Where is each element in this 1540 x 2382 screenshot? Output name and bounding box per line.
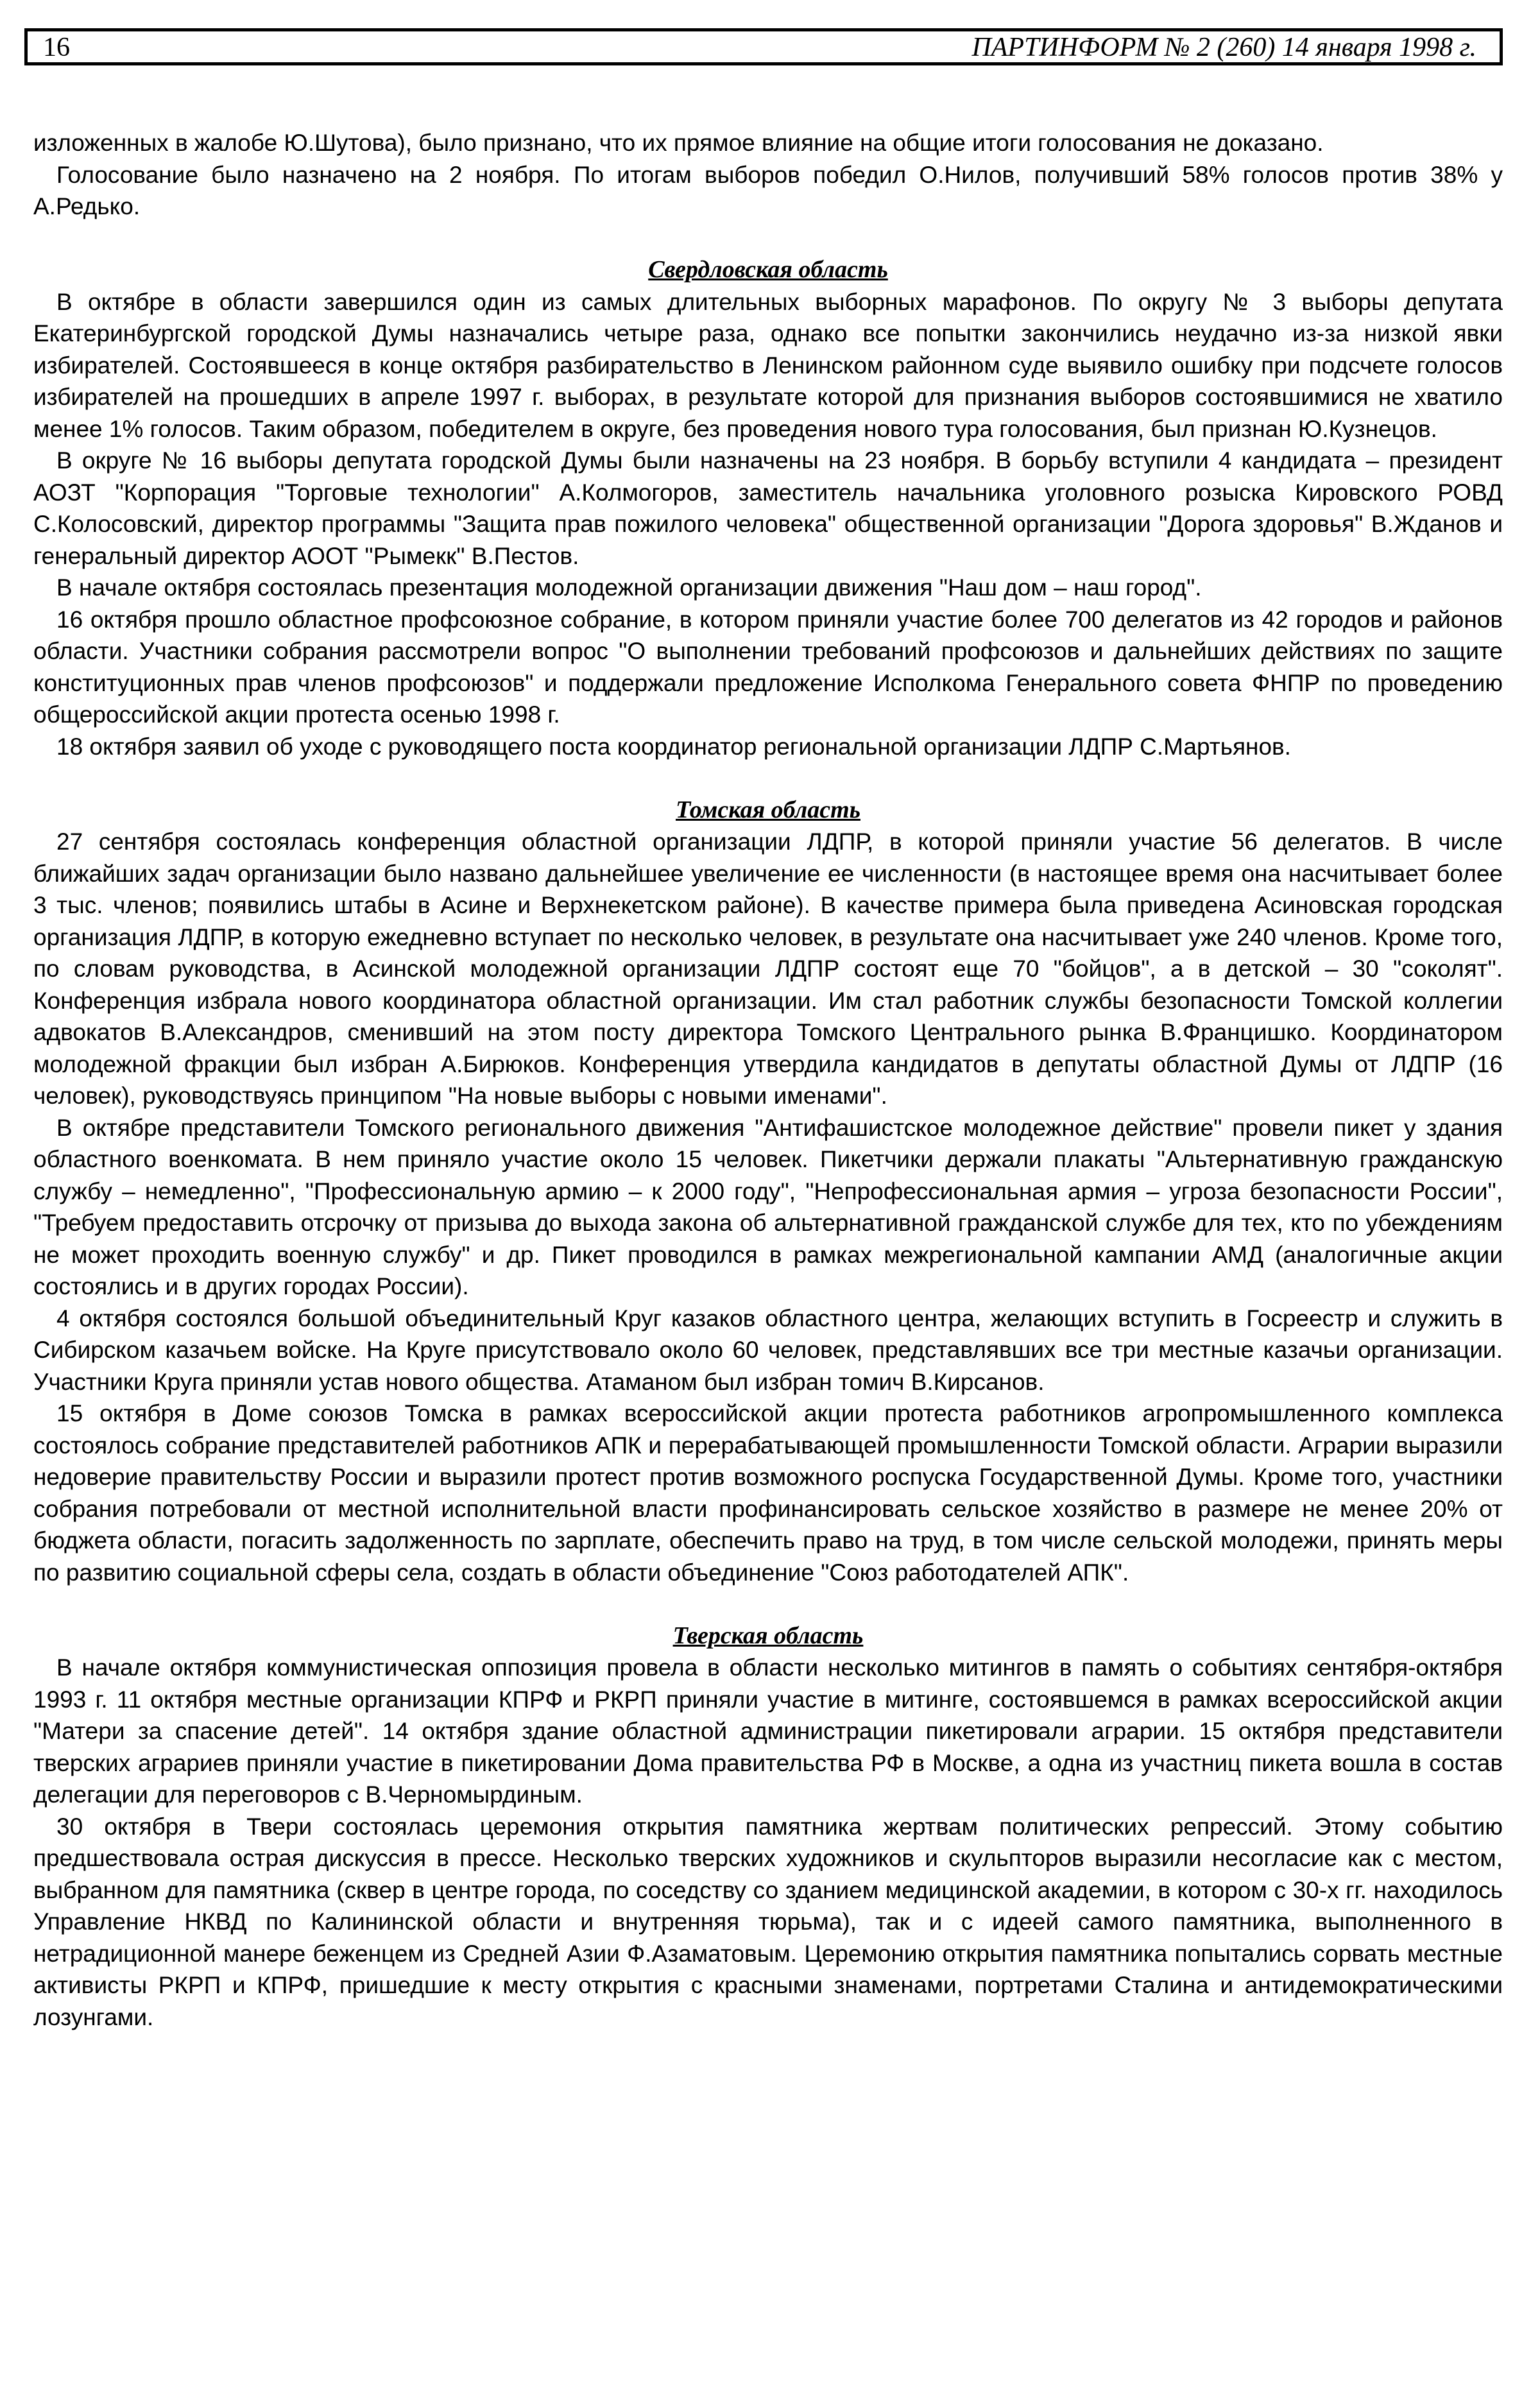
paragraph: В октябре в области завершился один из самых длительных выборных марафонов. По округу № 3 выборы депутата Екатеринбургской городской Думы назначались четыре раза, однако все попытки закончились неудачно из-за низкой явки избирателей. Состоявшееся в конце октября разбирательство в Ленинском районном суде выявило ошибку при подсчете голосов избирателей на прошедших в апреле 1997 г. выборах, в результате которой для признания выборов состоявшимися не хватило менее 1% голосов. Таким образом, победителем в округе, без проведения нового тура голосования, был признан Ю.Кузнецов. — [33, 288, 1503, 442]
section-title: Томская область — [676, 796, 860, 823]
paragraph: изложенных в жалобе Ю.Шутова), было признано, что их прямое влияние на общие итоги голосования не доказано. — [33, 130, 1324, 156]
section-tver — [33, 1620, 1503, 2034]
page-number: 16 — [43, 33, 70, 62]
paragraph: 27 сентября состоялась конференция областной организации ЛДПР, в которой приняли участие 56 делегатов. В числе ближайших задач организации было названо дальнейшее увеличение ее численности (в настоящее время она насчитывает более 3 тыс. членов; появились штабы в Асине и Верхнекетском районе). В качестве примера была приведена Асиновская городская организация ЛДПР, в которую ежедневно вступает по несколько человек, в результате она насчитывает уже 240 членов. Кроме того, по словам руководства, в Асинской молодежной организации ЛДПР состоят еще 70 "бойцов", а в детской – 30 "соколят". Конференция избрала нового координатора областной организации. Им стал работник службы безопасности Томской коллегии адвокатов В.Александров, сменивший на этом посту директора Томского Центрального рынка В.Францишко. Координатором молодежной фракции был избран А.Бирюков. Конференция утвердила кандидатов в депутаты областной Думы от ЛДПР (16 человек), руководствуясь принципом "На новые выборы с новыми именами". — [33, 828, 1503, 1109]
publication-title: ПАРТИНФОРМ № 2 (260) 14 января 1998 г. — [971, 33, 1476, 62]
paragraph: В округе № 16 выборы депутата городской Думы были назначены на 23 ноября. В борьбу вступили 4 кандидата – президент АОЗТ "Корпорация "Торговые технологии" А.Колмогоров, заместитель начальника уголовного розыска Кировского РОВД С.Колосовский, директор программы "Защита прав пожилого человека" общественной организации "Дорога здоровья" В.Жданов и генеральный директор АООТ "Рымекк" В.Пестов. — [33, 447, 1503, 569]
intro-block — [33, 127, 1503, 223]
paragraph: В начале октября коммунистическая оппозиция провела в области несколько митингов в память о событиях сентября-октября 1993 г. 11 октября местные организации КПРФ и РКРП приняли участие в митинге, состоявшемся в рамках всероссийской акции "Матери за спасение детей". 14 октября здание областной администрации пикетировали аграрии. 15 октября представители тверских аграриев приняли участие в пикетировании Дома правительства РФ в Москве, а одна из участниц пикета вошла в состав делегации для переговоров с В.Черномырдиным. — [33, 1654, 1503, 1808]
page-header — [24, 28, 1503, 65]
paragraph: 18 октября заявил об уходе с руководящего поста координатор региональной организации ЛДПР С.Мартьянов. — [56, 733, 1291, 760]
section-tomsk — [33, 794, 1503, 1589]
section-sverdlovsk — [33, 254, 1503, 762]
paragraph: 15 октября в Доме союзов Томска в рамках всероссийской акции протеста работников агропромышленного комплекса состоялось собрание представителей работников АПК и перерабатывающей промышленности Томской области. Аграрии выразили недоверие правительству России и выразили протест против возможного роспуска Государственной Думы. Кроме того, участники собрания потребовали от местной исполнительной власти профинансировать сельское хозяйство в размере не менее 20% от бюджета области, погасить задолженность по зарплате, обеспечить право на труд, в том числе сельской молодежи, принять меры по развитию социальной сферы села, создать в области объединение "Союз работодателей АПК". — [33, 1400, 1503, 1586]
paragraph: Голосование было назначено на 2 ноября. По итогам выборов победил О.Нилов, получивший 58% голосов против 38% у А.Редько. — [33, 161, 1503, 219]
section-title: Свердловская область — [648, 256, 888, 283]
paragraph: 30 октября в Твери состоялась церемония открытия памятника жертвам политических репрессий. Этому событию предшествовала острая дискуссия в прессе. Несколько тверских художников и скульпторов выразили несогласие как с местом, выбранном для памятника (сквер в центре города, по соседству со зданием медицинской академии, в котором с 30-х гг. находилось Управление НКВД по Калининской области и внутренняя тюрьма), так и с идеей самого памятника, выполненного в нетрадиционной манере беженцем из Средней Азии Ф.Азаматовым. Церемонию открытия памятника попытались сорвать местные активисты РКРП и КПРФ, пришедшие к месту открытия с красными знаменами, портретами Сталина и антидемократическими лозунгами. — [33, 1813, 1503, 2030]
section-title: Тверская область — [672, 1622, 864, 1649]
paragraph: 4 октября состоялся большой объединительный Круг казаков областного центра, желающих вступить в Госреестр и служить в Сибирском казачьем войске. На Круге присутствовало около 60 человек, представлявших все три местные казачьи организации. Участники Круга приняли устав нового общества. Атаманом был избран томич В.Кирсанов. — [33, 1305, 1503, 1395]
paragraph: В октябре представители Томского регионального движения "Антифашистское молодежное действие" провели пикет у здания областного военкомата. В нем приняло участие около 15 человек. Пикетчики держали плакаты "Альтернативную гражданскую службу – немедленно", "Профессиональную армию – к 2000 году", "Непрофессиональная армия – угроза безопасности России", "Требуем предоставить отсрочку от призыва до выхода закона об альтернативной гражданской службе для тех, кто по убеждениям не может проходить военную службу" и др. Пикет проводился в рамках межрегиональной кампании АМД (аналогичные акции состоялись и в других городах России). — [33, 1114, 1503, 1299]
paragraph: 16 октября прошло областное профсоюзное собрание, в котором приняли участие более 700 делегатов из 42 городов и районов области. Участники собрания рассмотрели вопрос "О выполнении требований профсоюзов и дальнейших действиях по защите конституционных прав членов профсоюзов" и поддержали предложение Исполкома Генерального совета ФНПР по проведению общероссийской акции протеста осенью 1998 г. — [33, 606, 1503, 728]
article-body — [33, 127, 1503, 2033]
paragraph: В начале октября состоялась презентация молодежной организации движения "Наш дом – наш город". — [56, 574, 1202, 601]
